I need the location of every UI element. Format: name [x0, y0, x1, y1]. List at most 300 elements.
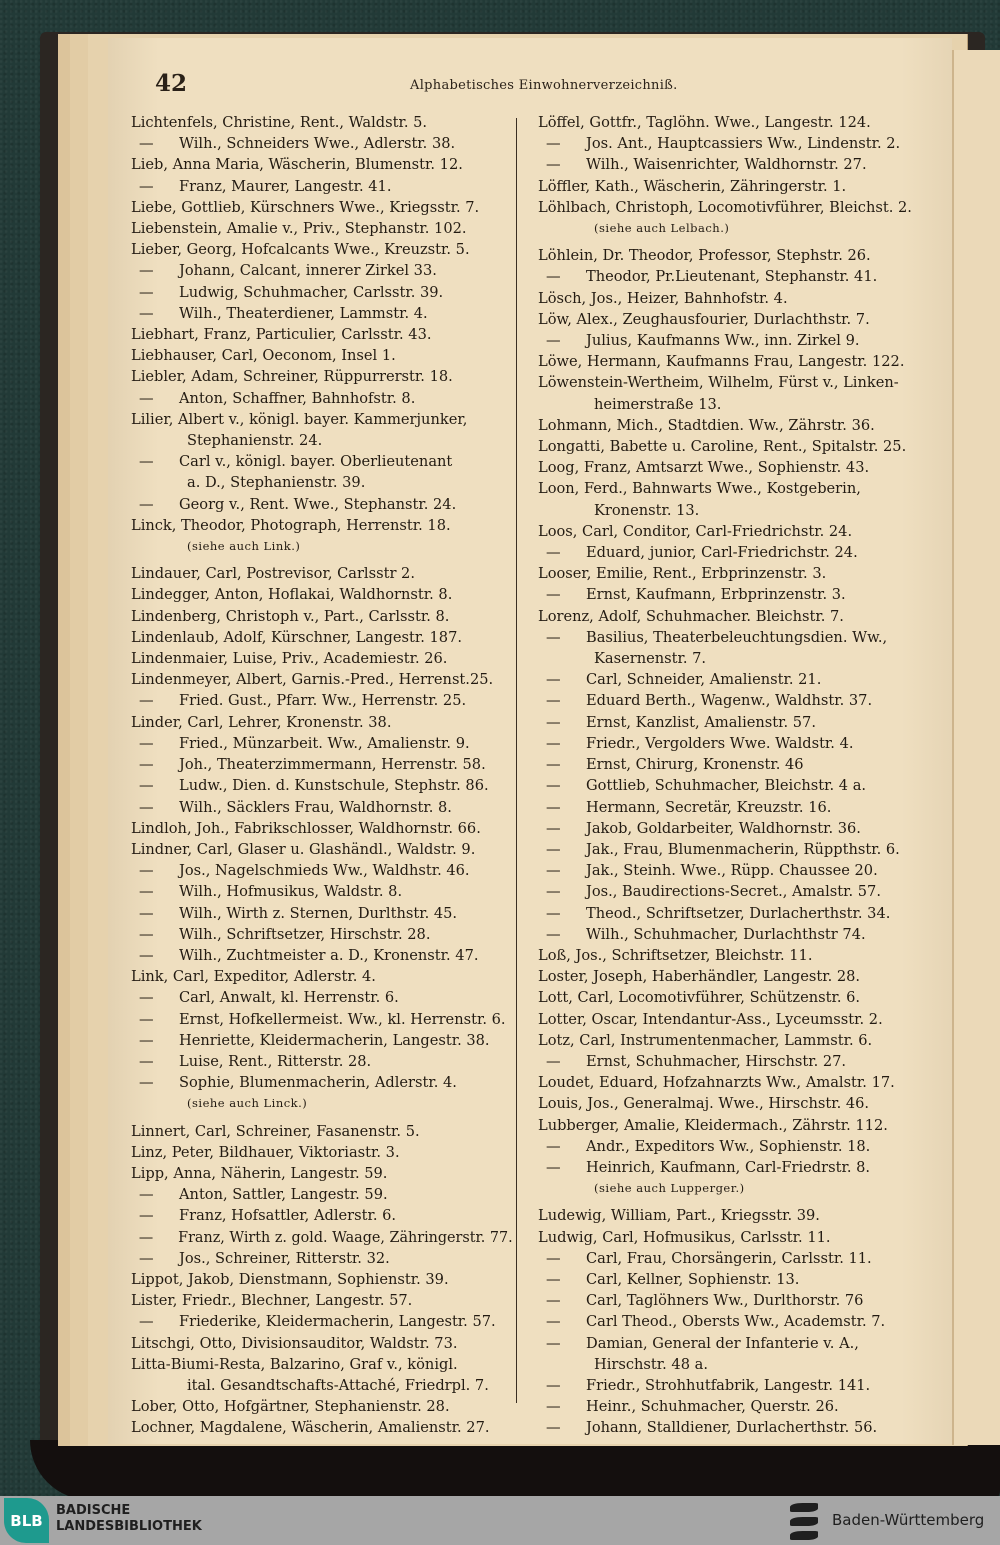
entry-text: Löw, Alex., Zeughausfourier, Durlachthstr. 7.: [538, 310, 870, 328]
entry-text: Friederike, Kleidermacherin, Langestr. 57.: [179, 1313, 496, 1331]
entry-text: Lochner, Magdalene, Wäscherin, Amalienstr. 27.: [131, 1419, 490, 1437]
directory-entry: [538, 176, 926, 197]
repeat-dash: —: [139, 989, 154, 1007]
entry-text: Ernst, Kanzlist, Amalienstr. 57.: [586, 713, 816, 731]
repeat-dash: —: [546, 904, 561, 922]
entry-text: Loos, Carl, Conditor, Carl-Friedrichstr. 24.: [538, 522, 853, 540]
entry-continuation: [538, 648, 926, 669]
entry-continuation: [538, 394, 926, 415]
repeat-dash: —: [546, 586, 561, 604]
entry-text: Johann, Stalldiener, Durlacherthstr. 56.: [586, 1419, 878, 1437]
entry-text: Ernst, Hofkellermeist. Ww., kl. Herrenstr. 6.: [179, 1010, 506, 1028]
directory-entry: [131, 260, 513, 281]
entry-text: Lister, Friedr., Blechner, Langestr. 57.: [131, 1292, 413, 1310]
repeat-dash: —: [139, 262, 154, 280]
directory-entry: [538, 154, 926, 175]
directory-entry: [131, 494, 513, 515]
entry-text: Löhlein, Dr. Theodor, Professor, Stephstr. 26.: [538, 247, 871, 265]
entry-text: Henriette, Kleidermacherin, Langestr. 38.: [179, 1031, 490, 1049]
directory-entry: [538, 1115, 926, 1136]
directory-entry: [131, 627, 513, 648]
entry-text: Loon, Ferd., Bahnwarts Wwe., Kostgeberin,: [538, 480, 861, 498]
directory-entry: [538, 712, 926, 733]
entry-text: Theodor, Pr.Lieutenant, Stephanstr. 41.: [586, 268, 878, 286]
directory-entry: [131, 903, 513, 924]
directory-entry: [131, 1248, 513, 1269]
entry-text: Hermann, Secretär, Kreuzstr. 16.: [586, 798, 832, 816]
directory-entry: [538, 309, 926, 330]
directory-entry: [131, 366, 513, 387]
entry-text: Lotter, Oscar, Intendantur-Ass., Lyceumsstr. 2.: [538, 1010, 883, 1028]
entry-text: Carl, Anwalt, kl. Herrenstr. 6.: [179, 989, 399, 1007]
entry-text: Linz, Peter, Bildhauer, Viktoriastr. 3.: [131, 1143, 400, 1161]
directory-entry: [131, 388, 513, 409]
repeat-dash: —: [546, 883, 561, 901]
entry-text: Litschgi, Otto, Divisionsauditor, Waldstr. 73.: [131, 1334, 458, 1352]
directory-entry: [538, 860, 926, 881]
entry-text: (siehe auch Lupperger.): [594, 1181, 745, 1196]
entry-text: Löhlbach, Christoph, Locomotivführer, Bleichst. 2.: [538, 198, 912, 216]
entry-text: Jos. Ant., Hauptcassiers Ww., Lindenstr. 2.: [586, 135, 901, 153]
entry-text: Lindauer, Carl, Postrevisor, Carlsstr 2.: [131, 565, 415, 583]
entry-text: Wilh., Hofmusikus, Waldstr. 8.: [179, 883, 403, 901]
entry-text: Loog, Franz, Amtsarzt Wwe., Sophienstr. 43.: [538, 459, 870, 477]
directory-entry: [131, 881, 513, 902]
directory-entry: [538, 563, 926, 584]
repeat-dash: —: [139, 904, 154, 922]
entry-text: Luise, Rent., Ritterstr. 28.: [179, 1052, 372, 1070]
entry-text: Carl, Frau, Chorsängerin, Carlsstr. 11.: [586, 1249, 872, 1267]
directory-entry: [131, 515, 513, 536]
entry-text: Liebler, Adam, Schreiner, Rüppurrerstr. 18.: [131, 368, 453, 386]
repeat-dash: —: [546, 756, 561, 774]
entry-text: Liebenstein, Amalie v., Priv., Stephanstr. 102.: [131, 220, 467, 238]
repeat-dash: —: [546, 862, 561, 880]
repeat-dash: —: [546, 798, 561, 816]
directory-entry: [131, 1072, 513, 1093]
facing-page-edge: [952, 50, 1000, 1445]
entry-text: Kasernenstr. 7.: [594, 650, 707, 668]
directory-entry: [131, 176, 513, 197]
entry-text: Lindegger, Anton, Hoflakai, Waldhornstr. 8.: [131, 586, 453, 604]
entry-text: heimerstraße 13.: [594, 395, 722, 413]
directory-entry: [131, 1396, 513, 1417]
repeat-dash: —: [139, 777, 154, 795]
directory-entry: [538, 1290, 926, 1311]
repeat-dash: —: [546, 1270, 561, 1288]
repeat-dash: —: [546, 734, 561, 752]
directory-entry: [538, 775, 926, 796]
entry-text: ital. Gesandtschafts-Attaché, Friedrpl. 7.: [187, 1376, 489, 1394]
directory-entry: [131, 712, 513, 733]
directory-entry: [131, 1311, 513, 1332]
directory-entry: [131, 1290, 513, 1311]
library-name[interactable]: [56, 1503, 202, 1535]
repeat-dash: —: [139, 883, 154, 901]
entry-text: Franz, Hofsattler, Adlerstr. 6.: [179, 1207, 397, 1225]
entry-text: Lindenlaub, Adolf, Kürschner, Langestr. 187.: [131, 628, 462, 646]
directory-entry: [538, 966, 926, 987]
directory-entry: [131, 690, 513, 711]
repeat-dash: —: [139, 692, 154, 710]
library-name-line1: BADISCHE: [56, 1503, 131, 1518]
entry-text: Lieb, Anna Maria, Wäscherin, Blumenstr. 12.: [131, 156, 463, 174]
entry-text: Linnert, Carl, Schreiner, Fasanenstr. 5.: [131, 1122, 420, 1140]
directory-entry: [131, 1184, 513, 1205]
repeat-dash: —: [546, 1052, 561, 1070]
directory-entry: [538, 1072, 926, 1093]
entry-text: Loudet, Eduard, Hofzahnarzts Ww., Amalstr. 17.: [538, 1074, 895, 1092]
entry-text: a. D., Stephanienstr. 39.: [187, 474, 366, 492]
directory-entry: [538, 1417, 926, 1438]
entry-text: Basilius, Theaterbeleuchtungsdien. Ww.,: [586, 628, 888, 646]
repeat-dash: —: [546, 777, 561, 795]
entry-text: Lindenberg, Christoph v., Part., Carlsstr. 8.: [131, 607, 450, 625]
directory-entry: [131, 154, 513, 175]
entry-text: Theod., Schriftsetzer, Durlacherthstr. 34.: [586, 904, 891, 922]
entry-text: Wilh., Schneiders Wwe., Adlerstr. 38.: [179, 135, 456, 153]
directory-entry: [131, 818, 513, 839]
entry-text: Fried., Münzarbeit. Ww., Amalienstr. 9.: [179, 734, 470, 752]
entry-text: Wilh., Säcklers Frau, Waldhornstr. 8.: [179, 798, 452, 816]
entry-text: Eduard, junior, Carl-Friedrichstr. 24.: [586, 544, 858, 562]
cross-reference: [538, 1178, 926, 1199]
entry-text: Franz, Wirth z. gold. Waage, Zähringerstr. 77.: [178, 1228, 513, 1246]
directory-entry: [538, 584, 926, 605]
entry-text: Fried. Gust., Pfarr. Ww., Herrenstr. 25.: [179, 692, 467, 710]
repeat-dash: —: [139, 389, 154, 407]
entry-text: Wilh., Schuhmacher, Durlachthstr 74.: [586, 925, 866, 943]
repeat-dash: —: [546, 1398, 561, 1416]
entry-text: Liebhauser, Carl, Oeconom, Insel 1.: [131, 347, 396, 365]
repeat-dash: —: [546, 1292, 561, 1310]
repeat-dash: —: [546, 135, 561, 153]
directory-entry: [131, 1205, 513, 1226]
cross-reference: [131, 536, 513, 557]
directory-entry: [538, 924, 926, 945]
directory-entry: [131, 924, 513, 945]
entry-text: Jak., Steinh. Wwe., Rüpp. Chaussee 20.: [586, 862, 878, 880]
entry-text: Andr., Expeditors Ww., Sophienstr. 18.: [586, 1137, 871, 1155]
entry-text: Sophie, Blumenmacherin, Adlerstr. 4.: [179, 1074, 457, 1092]
entry-text: Friedr., Strohhutfabrik, Langestr. 141.: [586, 1376, 871, 1394]
entry-text: Anton, Schaffner, Bahnhofstr. 8.: [179, 389, 416, 407]
entry-text: Anton, Sattler, Langestr. 59.: [179, 1186, 388, 1204]
entry-text: Heinrich, Kaufmann, Carl-Friedrstr. 8.: [586, 1158, 871, 1176]
entry-text: Julius, Kaufmanns Ww., inn. Zirkel 9.: [586, 332, 860, 350]
entry-text: Linder, Carl, Lehrer, Kronenstr. 38.: [131, 713, 392, 731]
entry-text: Lichtenfels, Christine, Rent., Waldstr. 5.: [131, 114, 428, 131]
directory-entry: [131, 345, 513, 366]
directory-entry: [131, 1051, 513, 1072]
directory-entry: [131, 112, 513, 133]
directory-entry: [538, 669, 926, 690]
repeat-dash: —: [546, 1158, 561, 1176]
repeat-dash: —: [546, 925, 561, 943]
repeat-dash: —: [139, 798, 154, 816]
state-name[interactable]: Baden-Württemberg: [832, 1511, 985, 1529]
directory-entry: [131, 733, 513, 754]
entry-text: Wilh., Waisenrichter, Waldhornstr. 27.: [586, 156, 867, 174]
directory-entry: [538, 797, 926, 818]
entry-text: Lotz, Carl, Instrumentenmacher, Lammstr. 6.: [538, 1031, 873, 1049]
directory-entry: [131, 669, 513, 690]
directory-entry: [538, 945, 926, 966]
directory-entry: [538, 1157, 926, 1178]
running-title: Alphabetisches Einwohnerverzeichniß.: [410, 78, 678, 93]
entry-text: Wilh., Wirth z. Sternen, Durlthstr. 45.: [179, 904, 458, 922]
entry-text: Joh., Theaterzimmermann, Herrenstr. 58.: [179, 756, 486, 774]
directory-entry: [538, 903, 926, 924]
directory-entry: [538, 415, 926, 436]
repeat-dash: —: [546, 1249, 561, 1267]
directory-entry: [538, 457, 926, 478]
repeat-dash: —: [546, 840, 561, 858]
entry-text: Wilh., Zuchtmeister a. D., Kronenstr. 47.: [179, 946, 479, 964]
entry-text: Jos., Nagelschmieds Ww., Waldhstr. 46.: [179, 862, 470, 880]
directory-entry: [538, 330, 926, 351]
entry-text: Lubberger, Amalie, Kleidermach., Zährstr. 112.: [538, 1116, 888, 1134]
page-number: 42: [155, 70, 188, 97]
entry-text: Linck, Theodor, Photograph, Herrenstr. 18.: [131, 516, 451, 534]
baden-wuerttemberg-lions-icon: [790, 1500, 822, 1542]
directory-entry: [538, 733, 926, 754]
entry-text: Lieber, Georg, Hofcalcants Wwe., Kreuzstr. 5.: [131, 241, 470, 259]
entry-text: Carl Theod., Obersts Ww., Academstr. 7.: [586, 1313, 886, 1331]
cross-reference: [538, 218, 926, 239]
directory-entry: [538, 1093, 926, 1114]
entry-text: Lorenz, Adolf, Schuhmacher. Bleichstr. 7.: [538, 607, 844, 625]
entry-text: (siehe auch Link.): [187, 539, 301, 554]
directory-entry: [131, 966, 513, 987]
directory-entry: [131, 584, 513, 605]
entry-text: Lippot, Jakob, Dienstmann, Sophienstr. 39.: [131, 1270, 449, 1288]
entry-text: Lilier, Albert v., königl. bayer. Kammerjunker,: [131, 410, 468, 428]
entry-text: Liebe, Gottlieb, Kürschners Wwe., Kriegsstr. 7.: [131, 198, 480, 216]
directory-entry: [131, 1163, 513, 1184]
viewer-footer: [0, 1496, 1000, 1545]
entry-text: Link, Carl, Expeditor, Adlerstr. 4.: [131, 968, 376, 986]
entry-text: Löffler, Kath., Wäscherin, Zähringerstr. 1.: [538, 177, 847, 195]
repeat-dash: —: [139, 1010, 154, 1028]
entry-text: Longatti, Babette u. Caroline, Rent., Spitalstr. 25.: [538, 438, 907, 456]
repeat-dash: —: [546, 1313, 561, 1331]
directory-entry: [538, 197, 926, 218]
directory-entry: [538, 436, 926, 457]
directory-entry: [131, 987, 513, 1008]
repeat-dash: —: [546, 628, 561, 646]
repeat-dash: —: [139, 304, 154, 322]
book-shadow: [30, 1440, 1000, 1500]
entry-text: Carl v., königl. bayer. Oberlieutenant: [179, 453, 453, 471]
repeat-dash: —: [546, 1419, 561, 1437]
repeat-dash: —: [139, 756, 154, 774]
entry-text: Lindloh, Joh., Fabrikschlosser, Waldhornstr. 66.: [131, 819, 481, 837]
directory-entry: [538, 754, 926, 775]
repeat-dash: —: [139, 734, 154, 752]
entry-text: Stephanienstr. 24.: [187, 432, 323, 450]
directory-entry: [538, 627, 926, 648]
repeat-dash: —: [139, 453, 154, 471]
directory-entry: [538, 881, 926, 902]
repeat-dash: —: [546, 156, 561, 174]
entry-text: Loß, Jos., Schriftsetzer, Bleichstr. 11.: [538, 946, 813, 964]
repeat-dash: —: [139, 283, 154, 301]
entry-text: Löwenstein-Wertheim, Wilhelm, Fürst v., Linken-: [538, 374, 899, 392]
directory-entry: [538, 1205, 926, 1226]
directory-entry: [131, 133, 513, 154]
repeat-dash: —: [139, 177, 154, 195]
directory-entry: [538, 521, 926, 542]
entry-text: Lindner, Carl, Glaser u. Glashändl., Waldstr. 9.: [131, 840, 476, 858]
directory-entry: [538, 1136, 926, 1157]
repeat-dash: —: [546, 671, 561, 689]
directory-entry: [538, 112, 926, 133]
repeat-dash: —: [139, 1207, 154, 1225]
entry-text: Georg v., Rent. Wwe., Stephanstr. 24.: [179, 495, 457, 513]
column-divider: [516, 118, 517, 1403]
directory-entry: [131, 1417, 513, 1438]
directory-entry: [131, 282, 513, 303]
directory-entry: [538, 1248, 926, 1269]
directory-entry: [538, 839, 926, 860]
directory-entry: [538, 690, 926, 711]
directory-entry: [131, 775, 513, 796]
directory-entry: [538, 606, 926, 627]
entry-text: Jos., Baudirections-Secret., Amalstr. 57.: [586, 883, 881, 901]
directory-entry: [538, 372, 926, 393]
entry-text: Louis, Jos., Generalmaj. Wwe., Hirschstr. 46.: [538, 1095, 870, 1113]
directory-entry: [538, 987, 926, 1008]
directory-entry: [131, 1142, 513, 1163]
blb-logo-icon[interactable]: BLB: [4, 1498, 49, 1543]
entry-text: Litta-Biumi-Resta, Balzarino, Graf v., königl.: [131, 1355, 458, 1373]
directory-entry: [538, 1269, 926, 1290]
entry-continuation: [131, 472, 513, 493]
repeat-dash: —: [138, 1228, 154, 1246]
entry-text: Lösch, Jos., Heizer, Bahnhofstr. 4.: [538, 289, 788, 307]
entry-text: Franz, Maurer, Langestr. 41.: [179, 177, 392, 195]
directory-entry: [538, 478, 926, 499]
entry-text: Ludw., Dien. d. Kunstschule, Stephstr. 86.: [179, 777, 489, 795]
directory-entry: [131, 1030, 513, 1051]
entry-continuation: [131, 430, 513, 451]
entry-text: Lipp, Anna, Näherin, Langestr. 59.: [131, 1164, 388, 1182]
directory-entry: [538, 1030, 926, 1051]
entry-text: (siehe auch Lelbach.): [594, 221, 730, 236]
entry-text: Ludwig, Carl, Hofmusikus, Carlsstr. 11.: [538, 1228, 831, 1246]
directory-entry: [538, 1375, 926, 1396]
entry-text: Ludewig, William, Part., Kriegsstr. 39.: [538, 1207, 820, 1225]
entry-text: Heinr., Schuhmacher, Querstr. 26.: [586, 1398, 839, 1416]
directory-entry: [538, 1396, 926, 1417]
directory-entry: [538, 1009, 926, 1030]
left-column: [131, 112, 513, 1439]
repeat-dash: —: [546, 544, 561, 562]
directory-entry: [131, 839, 513, 860]
directory-entry: [131, 451, 513, 472]
repeat-dash: —: [139, 1249, 154, 1267]
entry-text: Ernst, Schuhmacher, Hirschstr. 27.: [586, 1052, 847, 1070]
entry-continuation: [131, 1375, 513, 1396]
directory-entry: [538, 266, 926, 287]
repeat-dash: —: [546, 692, 561, 710]
directory-entry: [131, 409, 513, 430]
repeat-dash: —: [546, 713, 561, 731]
right-column: [538, 112, 926, 1439]
entry-text: Looser, Emilie, Rent., Erbprinzenstr. 3.: [538, 565, 827, 583]
entry-text: Kronenstr. 13.: [594, 501, 700, 519]
directory-entry: [538, 1333, 926, 1354]
repeat-dash: —: [139, 1186, 154, 1204]
directory-entry: [131, 797, 513, 818]
repeat-dash: —: [139, 925, 154, 943]
entry-text: Lober, Otto, Hofgärtner, Stephanienstr. 28.: [131, 1398, 450, 1416]
repeat-dash: —: [546, 1137, 561, 1155]
repeat-dash: —: [546, 819, 561, 837]
repeat-dash: —: [139, 1052, 154, 1070]
entry-text: Liebhart, Franz, Particulier, Carlsstr. 43.: [131, 326, 432, 344]
entry-text: Ludwig, Schuhmacher, Carlsstr. 39.: [179, 283, 444, 301]
directory-entry: [131, 324, 513, 345]
entry-text: Wilh., Schriftsetzer, Hirschstr. 28.: [179, 925, 431, 943]
directory-entry: [538, 818, 926, 839]
cross-reference: [131, 1093, 513, 1114]
repeat-dash: —: [546, 332, 561, 350]
directory-entry: [131, 648, 513, 669]
directory-entry: [538, 133, 926, 154]
entry-text: Hirschstr. 48 a.: [594, 1355, 708, 1373]
directory-entry: [131, 239, 513, 260]
directory-entry: [131, 1269, 513, 1290]
directory-entry: [131, 754, 513, 775]
repeat-dash: —: [546, 1376, 561, 1394]
entry-text: Damian, General der Infanterie v. A.,: [586, 1334, 859, 1352]
directory-entry: [538, 542, 926, 563]
entry-text: Jakob, Goldarbeiter, Waldhornstr. 36.: [586, 819, 861, 837]
directory-entry: [131, 218, 513, 239]
directory-entry: [538, 351, 926, 372]
repeat-dash: —: [139, 135, 154, 153]
entry-text: Loster, Joseph, Haberhändler, Langestr. 28.: [538, 968, 861, 986]
entry-text: Friedr., Vergolders Wwe. Waldstr. 4.: [586, 734, 854, 752]
directory-entry: [131, 945, 513, 966]
directory-entry: [131, 860, 513, 881]
entry-text: Lohmann, Mich., Stadtdien. Ww., Zährstr. 36.: [538, 416, 875, 434]
entry-text: Löwe, Hermann, Kaufmanns Frau, Langestr. 122.: [538, 353, 905, 371]
repeat-dash: —: [139, 1074, 154, 1092]
repeat-dash: —: [139, 495, 154, 513]
directory-entry: [131, 303, 513, 324]
entry-continuation: [538, 1354, 926, 1375]
entry-text: Ernst, Kaufmann, Erbprinzenstr. 3.: [586, 586, 846, 604]
entry-text: Johann, Calcant, innerer Zirkel 33.: [179, 262, 437, 280]
entry-text: Wilh., Theaterdiener, Lammstr. 4.: [179, 304, 428, 322]
entry-text: Löffel, Gottfr., Taglöhn. Wwe., Langestr. 124.: [538, 114, 871, 131]
entry-text: Lindenmaier, Luise, Priv., Academiestr. 26.: [131, 650, 448, 668]
entry-text: Carl, Kellner, Sophienstr. 13.: [586, 1270, 800, 1288]
directory-entry: [538, 1051, 926, 1072]
entry-text: Eduard Berth., Wagenw., Waldhstr. 37.: [586, 692, 873, 710]
entry-continuation: [538, 500, 926, 521]
directory-entry: [131, 563, 513, 584]
entry-text: (siehe auch Linck.): [187, 1096, 308, 1111]
repeat-dash: —: [139, 1031, 154, 1049]
directory-entry: [131, 606, 513, 627]
directory-entry: [131, 197, 513, 218]
repeat-dash: —: [139, 862, 154, 880]
directory-entry: [538, 245, 926, 266]
